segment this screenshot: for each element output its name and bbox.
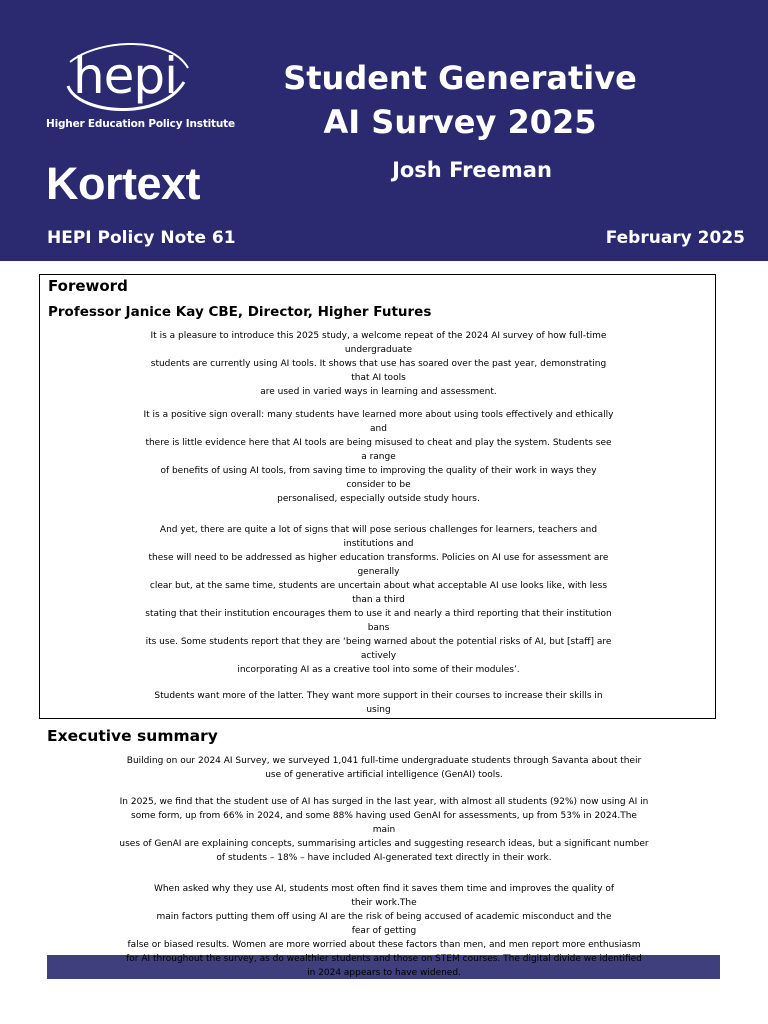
text-line: main factors putting them off using AI are the risk of being accused of academic misconduct and the [156, 912, 612, 922]
foreword-heading: Foreword [48, 277, 128, 295]
foreword-paragraph [40, 329, 716, 399]
kortext-logo: Kortext [46, 158, 201, 209]
text-line: undergraduate [344, 345, 413, 355]
text-line: bans [367, 623, 390, 633]
summary-paragraph [0, 754, 768, 782]
text-line: main [372, 825, 396, 835]
executive-summary-heading: Executive summary [47, 727, 218, 745]
foreword-paragraph [40, 523, 716, 677]
text-line: some form, up from 66% in 2024, and some 88% having used GenAI for assessments, up from 53% in 2024.The [131, 811, 637, 821]
text-line: use of generative artificial intelligence (GenAI) tools. [265, 770, 503, 780]
text-line: students are currently using AI tools. It shows that use has soared over the past year, demonstrating [150, 359, 607, 369]
text-line: personalised, especially outside study hours. [277, 494, 480, 504]
text-line: false or biased results. Women are more worried about these factors than men, and men report more enthusiasm [127, 940, 641, 950]
text-line: In 2025, we find that the student use of AI has surged in the last year, with almost all students (92%) now using AI in [119, 797, 649, 807]
text-line: a range [361, 452, 396, 462]
title-line: Student Generative [283, 59, 637, 97]
foreword-paragraph [40, 689, 716, 717]
text-line: uses of GenAI are explaining concepts, summarising articles and suggesting research ideas, but a significant number [119, 839, 649, 849]
logo-wordmark: hepi [72, 47, 178, 105]
foreword-box [39, 274, 716, 719]
text-line: actively [360, 651, 397, 661]
policy-note-label: HEPI Policy Note 61 [47, 228, 236, 248]
text-line: for AI throughout the survey, as do wealthier students and those on STEM courses. The digital divide we identified [126, 954, 642, 964]
text-line: there is little evidence here that AI tools are being misused to cheat and play the system. Students see [145, 438, 612, 448]
text-line: of benefits of using AI tools, from saving time to improving the quality of their work in ways they [160, 466, 597, 476]
text-line: stating that their institution encourages them to use it and nearly a third reporting that their institution [145, 609, 612, 619]
summary-paragraph [0, 882, 768, 980]
summary-paragraph [0, 795, 768, 865]
text-line: using [366, 705, 391, 715]
logo-subtitle: Higher Education Policy Institute [46, 118, 235, 130]
publication-date: February 2025 [605, 228, 745, 248]
text-line: its use. Some students report that they are ‘being warned about the potential risks of AI, but [staff] are [145, 637, 612, 647]
foreword-author: Professor Janice Kay CBE, Director, Higher Futures [48, 304, 432, 320]
text-line: consider to be [346, 480, 411, 490]
text-line: generally [357, 567, 400, 577]
text-line: Building on our 2024 AI Survey, we surveyed 1,041 full-time undergraduate students through Savanta about their [126, 756, 642, 766]
hepi-logo [46, 42, 235, 134]
title-line: AI Survey 2025 [323, 103, 597, 141]
text-line: that AI tools [351, 373, 406, 383]
text-line: institutions and [343, 539, 414, 549]
report-title [250, 56, 670, 144]
text-line: than a third [352, 595, 405, 605]
text-line: fear of getting [351, 926, 417, 936]
text-line: incorporating AI as a creative tool into some of their modules’. [237, 665, 520, 675]
text-line: It is a positive sign overall: many students have learned more about using tools effectively and ethically [143, 410, 614, 420]
text-line: And yet, there are quite a lot of signs that will pose serious challenges for learners, teachers and [159, 525, 598, 535]
text-line: clear but, at the same time, students are uncertain about what acceptable AI use looks like, with less [149, 581, 608, 591]
text-line: Students want more of the latter. They want more support in their courses to increase their skills in [154, 691, 603, 701]
text-line: of students – 18% – have included AI-generated text directly in their work. [216, 853, 552, 863]
text-line: these will need to be addressed as higher education transforms. Policies on AI use for assessment are [148, 553, 609, 563]
text-line: It is a pleasure to introduce this 2025 study, a welcome repeat of the 2024 AI survey of how full-time [150, 331, 607, 341]
report-header [0, 0, 768, 261]
foreword-paragraph [40, 408, 716, 506]
text-line: in 2024 appears to have widened. [307, 968, 461, 978]
text-line: and [370, 424, 387, 434]
report-author: Josh Freeman [392, 158, 552, 182]
text-line: are used in varied ways in learning and assessment. [260, 387, 497, 397]
text-line: their work.The [351, 898, 417, 908]
text-line: When asked why they use AI, students most often find it saves them time and improves the quality of [153, 884, 615, 894]
